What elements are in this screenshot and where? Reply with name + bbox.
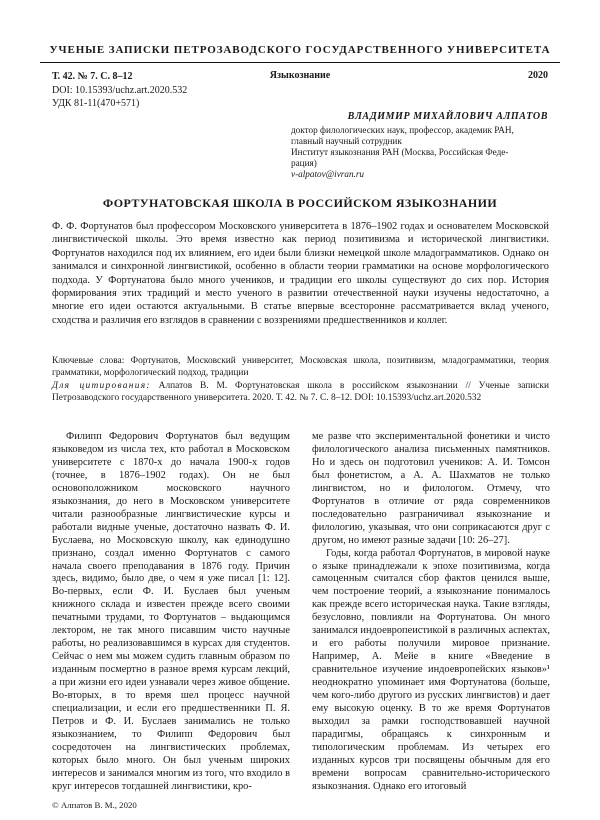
paragraph: Филипп Федорович Фортунатов был ведущим языковедом из числа тех, кто работал в Московском университете с 1870-х до начала 1900-х годов (точнее, в 1876–1902 годах). Он не был основоположником московского научного языкознания, до него в Московском университете читали разнообразные лингвистические курсы и работали видные ученые, достаточно назвать Ф. И. Буслаева, но Московскую школу, как единодушно признано, создал именно Фортунатов с самого начала своего преподавания в 1876 году. Причин здесь, видимо, было две, о чем я уже писал [1: 12]. Во-первых, если Ф. И. Буслаев был ученым книжного склада и известен прежде всего своими печатными трудами, то Фортунатов – выдающимся лектором, не так много писавшим чисто научные работы, но реализовавшимся в курсах для студентов. Сейчас о нем мы можем судить главным образом по изданным посмертно в разное время курсам лекций, а при жизни его идеи узнавали через живое общение. Во-вторых, в то время шел процесс научной специализации, и если его предшественники П. Я. Петров и Ф. И. Буслаев занимались не только языкознанием, то Филипп Федорович был сосредоточен на лингвистических проблемах, которых было много. Он был ученым широких интересов и занимался многим из того, что входило в круг интересов тогдашней лингвистики, кро- <box>52 431 290 792</box>
body-column-right <box>312 431 550 794</box>
section-name: Языкознание <box>269 70 331 81</box>
year: 2020 <box>528 70 548 81</box>
citation-label: Для цитирования: <box>52 381 151 391</box>
volume-info: Т. 42. № 7. С. 8–12 <box>52 71 133 82</box>
copyright: © Алпатов В. М., 2020 <box>52 800 137 810</box>
doi[interactable]: DOI: 10.15393/uchz.art.2020.532 <box>52 84 188 96</box>
journal-title: УЧЕНЫЕ ЗАПИСКИ ПЕТРОЗАВОДСКОГО ГОСУДАРСТВЕННОГО УНИВЕРСИТЕТА <box>49 44 551 56</box>
citation-text: Алпатов В. М. Фортунатовская школа в российском языкознании // Ученые записки Петрозаводского государственного университета. 2020. Т. 42. № 7. С. 8–12. DOI: 10.15393/uchz.art.2020.532 <box>52 381 549 403</box>
affil-line: доктор филологических наук, профессор, академик РАН, <box>291 125 514 135</box>
citation <box>52 381 549 405</box>
article-title: ФОРТУНАТОВСКАЯ ШКОЛА В РОССИЙСКОМ ЯЗЫКОЗНАНИИ <box>102 196 498 210</box>
author-name: ВЛАДИМИР МИХАЙЛОВИЧ АЛПАТОВ <box>347 111 548 122</box>
author-affiliation <box>291 125 553 180</box>
keywords: Ключевые слова: Фортунатов, Московский университет, Московская школа, позитивизм, младограмматики, теория грамматики, морфологический подход, традиции <box>52 356 549 378</box>
affil-line: Институт языкознания РАН (Москва, Российская Феде- <box>291 147 509 157</box>
abstract: Ф. Ф. Фортунатов был профессором Московского университета в 1876–1902 годах и основателем Московской лингвистической школы. Это время известно как период позитивизма и исторической лингвистики. Фортунатов находился под их влиянием, его идеи были близки немецкой школе младограмматиков. Однако он занимался и синхронной лингвистикой, особенно в области теории грамматики на основе морфологического подхода. У Фортунатова было много учеников, и традиции его школы существуют до сих пор. История формирования этих традиций и место ученого в развитии отечественной науки изучены недостаточно, а многие его идеи остаются актуальными. В статье впервые всесторонне рассматривается вклад ученого, сходства и различия его взглядов в сравнении с воззрениями предшественников и коллег. <box>52 221 549 326</box>
header-rule <box>40 62 560 63</box>
author-email[interactable]: v-alpatov@ivran.ru <box>291 169 365 179</box>
affil-line: главный научный сотрудник <box>291 136 402 146</box>
paragraph: ме разве что экспериментальной фонетики и чисто филологического анализа письменных памятников. Но и здесь он подготовил учеников: А. И. Томсон был фонетистом, а А. А. Шахматов не только лингвистом, но и филологом. Отмечу, что Фортунатов в отличие от ряда современников последовательно разграничивал языкознание и филологию, указывая, что они соприкасаются друг с другом, но имеют разные задачи [10: 26–27]. <box>312 431 550 546</box>
body-column-left <box>52 431 290 794</box>
paragraph: Годы, когда работал Фортунатов, в мировой науке о языке принадлежали к эпохе позитивизма, когда самоценным считался сбор фактов ценился выше, чем построение теорий, а языкознание понималось как прежде всего историческая наука. Такие взгляды, безусловно, повлияли на Фортунатова. Он много занимался индоевропеистикой в различных аспектах, и его работы получили мировое признание. Например, А. Мейе в книге «Введение в сравнительное изучение индоевропейских языков»¹ неоднократно упоминает имя Фортунатова (больше, чем кого-либо другого из русских лингвистов) и дает ему высокую оценку. В то же время Фортунатов выходил за рамки господствовавшей научной парадигмы, обращаясь к синхронным и типологическим проблемам. Из четырех его изданных курсов три посвящены обычным для его времени вопросам сравнительно-исторического языкознания. Однако его итоговый <box>312 547 550 792</box>
udk: УДК 81-11(470+571) <box>52 98 140 109</box>
affil-line: рация) <box>291 158 317 168</box>
